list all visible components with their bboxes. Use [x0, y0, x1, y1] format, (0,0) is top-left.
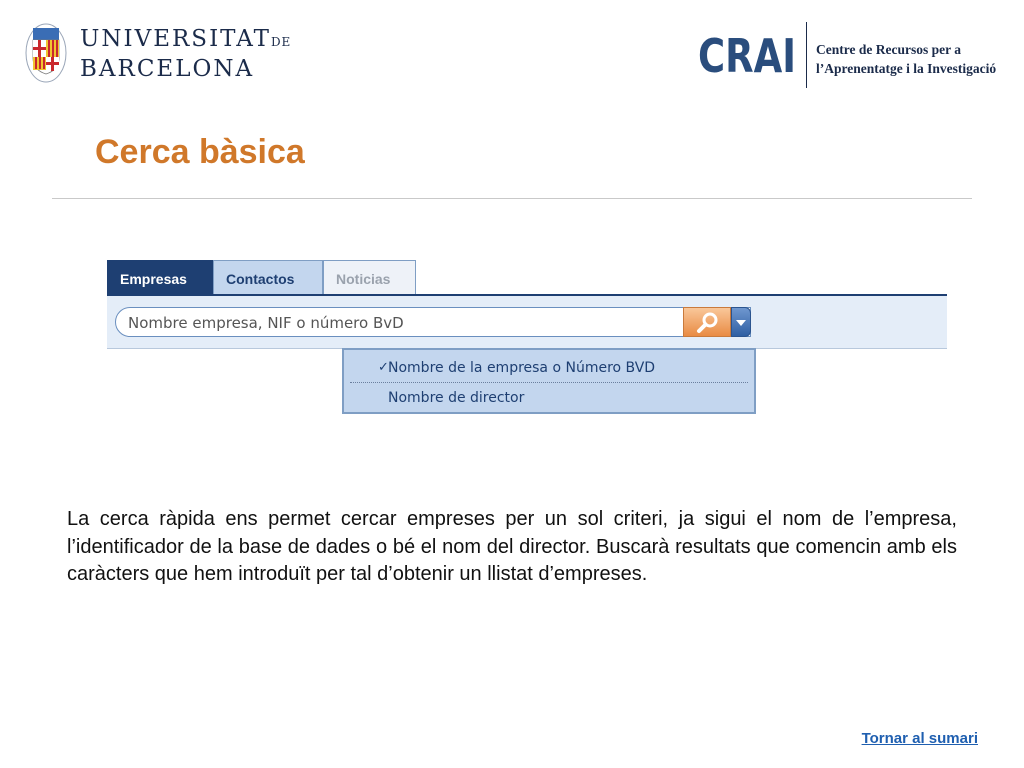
menu-item-director-name[interactable] [344, 384, 754, 412]
crai-line1: Centre de Recursos per a [816, 42, 961, 57]
checkmark-icon: ✓ [378, 360, 389, 375]
crai-logo [698, 22, 1018, 92]
crai-line2: l’Aprenentatge i la Investigació [816, 61, 997, 76]
menu-item-label: Nombre de director [388, 390, 525, 406]
search-box [115, 307, 751, 337]
description-text: La cerca ràpida ens permet cercar empreses per un sol criteri, ja sigui el nom de l’empresa, l’identificador de la base de dades o bé el nom del director. Buscarà resultats que comencin amb els caràcters que hem introduït per tal d’obtenir un llistat d’empreses. [67, 508, 957, 585]
ub-logo-line1: UNIVERSITAT [80, 26, 271, 52]
crai-divider [806, 22, 807, 88]
tab-empresas[interactable]: Empresas [107, 260, 213, 294]
ub-logo-line2: BARCELONA [80, 56, 255, 82]
chevron-down-icon[interactable] [731, 307, 751, 337]
tab-bar [107, 260, 416, 296]
crai-mark [698, 29, 798, 83]
search-icon [696, 312, 720, 334]
menu-item-label: Nombre de la empresa o Número BVD [388, 360, 656, 376]
search-widget [107, 260, 947, 420]
crai-mark-text: CRAI [698, 29, 796, 83]
title-divider [52, 198, 972, 199]
tab-noticias[interactable]: Noticias [323, 260, 416, 294]
university-seal-icon [24, 22, 68, 84]
menu-item-company-name[interactable] [344, 354, 754, 382]
menu-separator [350, 382, 748, 383]
ub-logo [24, 22, 292, 86]
search-panel [107, 296, 947, 349]
search-button[interactable] [683, 307, 731, 337]
back-to-summary-link[interactable]: Tornar al sumari [861, 730, 978, 747]
tab-contactos[interactable]: Contactos [213, 260, 323, 294]
ub-logo-de: DE [270, 35, 292, 49]
page-title: Cerca bàsica [95, 133, 305, 171]
search-type-dropdown [342, 348, 756, 414]
search-input[interactable] [126, 311, 740, 335]
